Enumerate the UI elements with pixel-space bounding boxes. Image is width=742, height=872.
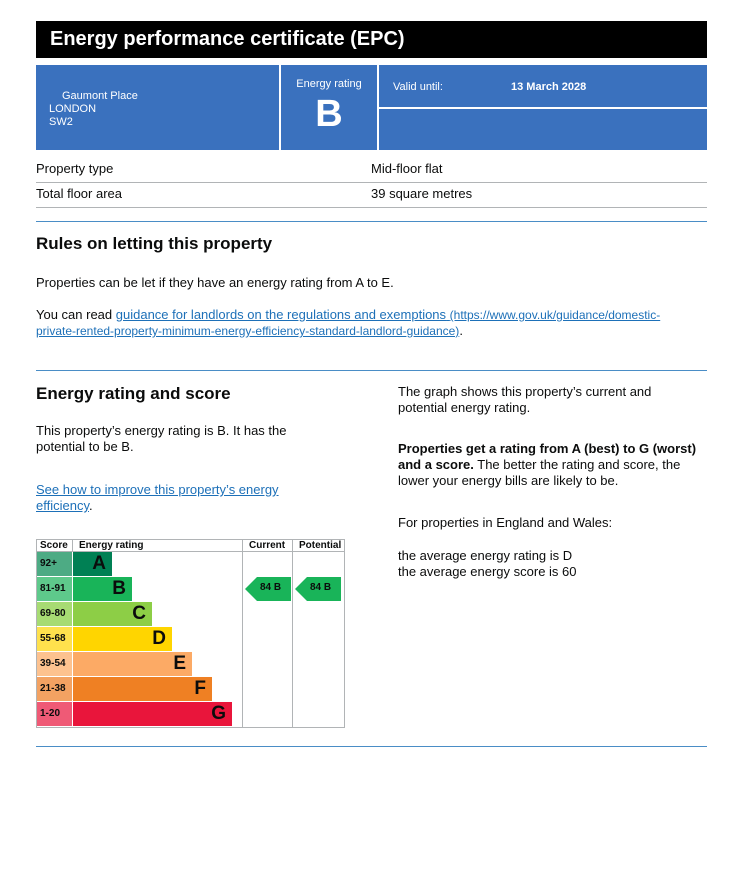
graph-band-bar: [73, 602, 152, 626]
graph-score-cell: 55-68: [37, 627, 72, 651]
improve-link-line-2: efficiency: [36, 498, 89, 513]
average-score: the average energy score is 60: [398, 564, 577, 579]
score-paragraph-line-1: This property’s energy rating is B. It has the: [36, 423, 287, 438]
graph-col-current: Current: [249, 540, 286, 551]
graph-band-letter: F: [194, 678, 206, 699]
address-line-3: SW2: [49, 116, 73, 128]
floor-area-value: 39 square metres: [371, 186, 473, 201]
score-heading: Energy rating and score: [36, 384, 231, 403]
letting-guidance-paragraph: [36, 307, 716, 339]
average-rating: the average energy rating is D: [398, 548, 573, 563]
rating-explanation: [398, 441, 696, 489]
section-divider: [36, 746, 707, 747]
validity-box-lower: [379, 109, 707, 150]
graph-band-letter: A: [92, 553, 106, 574]
address-line-2: LONDON: [49, 103, 97, 115]
graph-col-divider: [72, 539, 73, 551]
score-paragraph-line-2: potential to be B.: [36, 439, 134, 454]
letting-paragraph: Properties can be let if they have an energy rating from A to E.: [36, 275, 394, 290]
energy-rating-label: Energy rating: [296, 78, 362, 90]
graph-description-line-2: potential energy rating.: [398, 400, 531, 415]
graph-band-letter: G: [211, 703, 226, 724]
graph-band-letter: B: [112, 578, 126, 599]
validity-box: [379, 65, 707, 107]
property-row-type: [36, 158, 707, 183]
graph-description: [398, 384, 651, 416]
graph-col-rating: Energy rating: [79, 540, 144, 551]
rating-explanation-rest-1: The better the rating and score, the: [473, 457, 681, 472]
average-values: [398, 548, 577, 580]
energy-rating-box: [281, 65, 377, 150]
letting-heading: Rules on letting this property: [36, 234, 273, 253]
graph-col-potential: Potential: [299, 540, 342, 551]
valid-until-label: Valid until:: [393, 81, 443, 93]
property-type-label: Property type: [36, 161, 114, 176]
landlord-guidance-link[interactable]: [116, 307, 660, 322]
potential-rating-arrow-text: 84 B: [310, 582, 332, 593]
landlord-guidance-url-1: (https://www.gov.uk/guidance/domestic-: [449, 308, 661, 322]
graph-band-bar: [73, 652, 192, 676]
improve-link-line-1: See how to improve this property’s energy: [36, 482, 279, 497]
graph-score-cell: 1-20: [37, 702, 72, 726]
property-type-value: Mid-floor flat: [371, 161, 443, 176]
landlord-guidance-url-2: private-rented-property-minimum-energy-efficiency-standard-landlord-guidance): [36, 324, 460, 338]
graph-band-bar: [73, 577, 132, 601]
floor-area-label: Total floor area: [36, 186, 122, 201]
graph-description-line-1: The graph shows this property’s current and: [398, 384, 652, 399]
address-box: [36, 65, 279, 150]
graph-col-score: Score: [40, 540, 68, 551]
score-paragraph: [36, 423, 287, 455]
landlord-guidance-link-text: guidance for landlords on the regulations and exemptions: [115, 307, 447, 322]
graph-score-cell: 69-80: [37, 602, 72, 626]
graph-band-bar: [73, 677, 212, 701]
rating-explanation-rest-2: lower your energy bills are likely to be.: [398, 473, 619, 488]
address-line-1: Gaumont Place: [62, 90, 138, 102]
letting-guidance-prefix: You can read: [36, 307, 116, 322]
improve-paragraph: [36, 482, 279, 514]
graph-band-bar: [73, 552, 112, 576]
energy-rating-letter: B: [315, 93, 343, 135]
page-title: Energy performance certificate (EPC): [50, 28, 405, 50]
england-wales-label: For properties in England and Wales:: [398, 515, 613, 530]
section-divider: [36, 221, 707, 222]
current-rating-arrow: [245, 577, 291, 601]
improve-link-suffix: .: [89, 498, 93, 513]
graph-score-cell: 92+: [37, 552, 72, 576]
letting-guidance-suffix: .: [459, 323, 463, 338]
improve-efficiency-link[interactable]: [36, 482, 279, 513]
header-bar: [36, 21, 707, 58]
graph-score-cell: 21-38: [37, 677, 72, 701]
valid-until-date: 13 March 2028: [511, 81, 587, 93]
landlord-guidance-url-link[interactable]: [36, 324, 459, 338]
graph-score-cell: 39-54: [37, 652, 72, 676]
graph-band-bar: [73, 627, 172, 651]
potential-rating-arrow: [295, 577, 341, 601]
graph-col-divider: [292, 539, 293, 728]
rating-explanation-bold-1: Properties get a rating from A (best) to G (worst): [398, 441, 697, 456]
graph-band-letter: C: [132, 603, 146, 624]
graph-band-letter: E: [173, 653, 186, 674]
graph-score-cell: 81-91: [37, 577, 72, 601]
current-rating-arrow-text: 84 B: [260, 582, 282, 593]
property-row-area: [36, 183, 707, 208]
rating-explanation-bold-2: and a score.: [398, 457, 474, 472]
graph-col-divider: [242, 539, 243, 728]
graph-band-bar: [73, 702, 232, 726]
section-divider: [36, 370, 707, 371]
graph-band-letter: D: [152, 628, 166, 649]
